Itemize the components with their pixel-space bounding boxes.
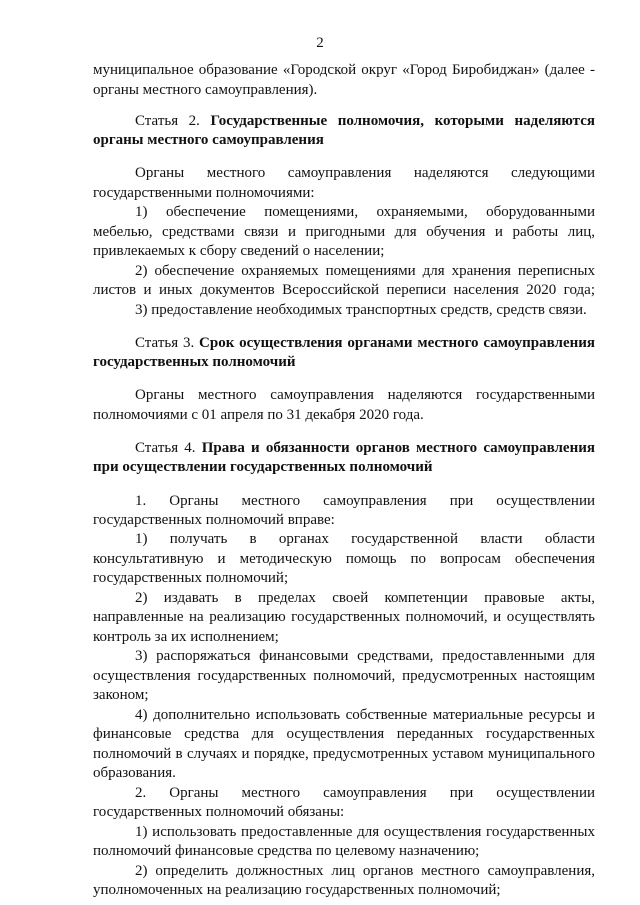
article-4-heading-cont <box>93 457 595 477</box>
article-4-clause: 2. Органы местного самоуправления при осуществлении <box>135 784 595 801</box>
article-2-line: государственными полномочиями: <box>93 184 315 201</box>
page-number: 2 <box>316 35 324 51</box>
article-4-line: полномочий в случаях и порядке, предусмотренных уставом муниципального <box>93 745 595 762</box>
article-3-line: полномочиями с 01 апреля по 31 декабря 2020 года. <box>93 406 424 423</box>
article-4-line: полномочий финансовые средства по целевому назначению; <box>93 843 480 859</box>
article-4-item: 4) дополнительно использовать собственные материальные ресурсы и <box>135 706 595 723</box>
intro-line: муниципальное образование «Городской округ «Город Биробиджан» (далее - <box>93 62 595 78</box>
article-2-title-cont: органы местного самоуправления <box>93 132 324 149</box>
article-4-item: 1) использовать предоставленные для осуществления государственных <box>135 823 595 840</box>
article-4-line: уполномоченных на реализацию государственных полномочий; <box>93 882 501 898</box>
article-4-prefix: Статья 4. <box>135 439 196 456</box>
article-3-title-cont: государственных полномочий <box>93 354 296 371</box>
article-3-title: Срок осуществления органами местного самоуправления <box>199 334 595 351</box>
article-4-item: 2) определить должностных лиц органов местного самоуправления, <box>135 862 595 879</box>
article-4-title-cont: при осуществлении государственных полномочий <box>93 459 433 476</box>
article-2-item: 2) обеспечение охраняемых помещениями для хранения переписных <box>135 262 595 279</box>
article-4-line: государственных полномочий обязаны: <box>93 804 345 821</box>
article-3-heading-cont <box>93 352 595 372</box>
article-2-title: Государственные полномочия, которыми наделяются <box>210 112 595 129</box>
article-2-line: привлекаемых к сбору сведений о населении; <box>93 243 385 260</box>
article-4-item: 2) издавать в пределах своей компетенции правовые акты, <box>135 589 595 606</box>
article-4-title: Права и обязанности органов местного самоуправления <box>201 439 595 456</box>
article-4-heading <box>135 438 595 458</box>
intro-line: органы местного самоуправления). <box>93 81 318 98</box>
article-2-line: листов и иных документов Всероссийской переписи населения 2020 года; <box>93 282 595 299</box>
article-2-line: Органы местного самоуправления наделяются следующими <box>135 165 595 182</box>
article-2-heading <box>135 111 595 131</box>
article-3-prefix: Статья 3. <box>135 334 195 351</box>
article-4-line: государственных полномочий; <box>93 570 289 587</box>
article-4-line: направленные на реализацию государственных полномочий, и осуществлять <box>93 609 595 626</box>
article-2-prefix: Статья 2. <box>135 112 200 129</box>
article-4-line: государственных полномочий вправе: <box>93 511 335 528</box>
article-4-line: образования. <box>93 765 176 782</box>
article-4-line: контроль за их исполнением; <box>93 628 279 645</box>
article-4-line: законом; <box>93 687 149 704</box>
article-2-heading-cont <box>93 130 595 150</box>
article-4-item: 1) получать в органах государственной власти области <box>135 531 595 548</box>
article-4-line: осуществления государственных полномочий, предусмотренных настоящим <box>93 667 595 684</box>
article-2-item: 3) предоставление необходимых транспортных средств, средств связи. <box>135 301 587 318</box>
article-4-item: 3) распоряжаться финансовыми средствами, предоставленными для <box>135 648 595 665</box>
article-2-item: 1) обеспечение помещениями, охраняемыми, оборудованными <box>135 204 595 221</box>
article-2-line: мебелью, средствами связи и пригодными для обучения и работы лиц, <box>93 223 595 240</box>
article-3-line: Органы местного самоуправления наделяются государственными <box>135 387 595 404</box>
article-3-heading <box>135 333 595 353</box>
article-4-clause: 1. Органы местного самоуправления при осуществлении <box>135 492 595 509</box>
article-4-line: финансовые средства для осуществления переданных государственных <box>93 726 595 743</box>
article-4-line: консультативную и методическую помощь по вопросам обеспечения <box>93 550 595 567</box>
